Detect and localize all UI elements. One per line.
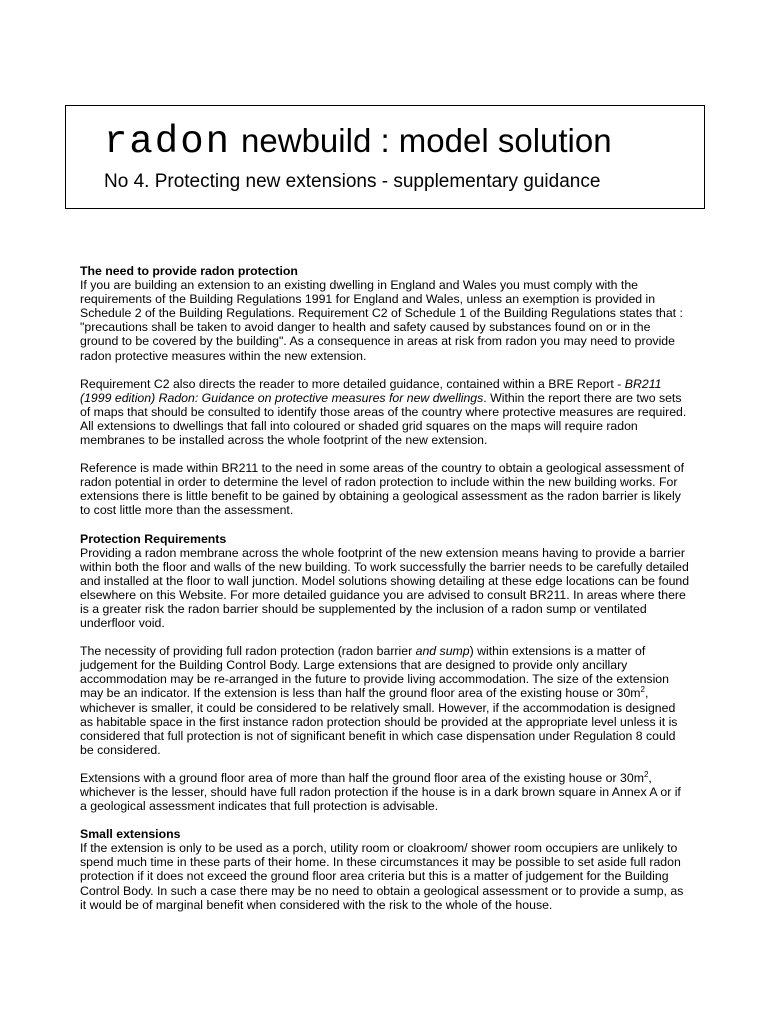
text-run: , whichever is smaller, it could be considered to be relatively small. However, if the accommodation is designed as habitable space in the first instance radon protection should be provided at the appropriate level unless it is considered that full protection is not of significant benefit in which case dispensation under Regulation 8 could be considered. — [80, 686, 678, 757]
paragraph-small-1: If the extension is only to be used as a porch, utility room or cloakroom/ shower room occupiers are unlikely to spend much time in these parts of their home. In these circumstances it may be possible to set aside full radon protection if it does not exceed the ground floor area criteria but this is a matter of judgement for the Building Control Body. In such a case there may be no need to obtain a geological assessment or to provide a sump, as it would be of marginal benefit when considered with the risk to the whole of the house. — [80, 841, 684, 912]
report-title-italic: BR211 (1999 edition) Radon: Guidance on protective measures for new dwellings — [80, 376, 662, 405]
document-body — [80, 264, 690, 926]
text-run: Requirement C2 also directs the reader to more detailed guidance, contained within a BRE Report - — [80, 376, 625, 391]
paragraph-need-1: If you are building an extension to an existing dwelling in England and Wales you must comply with the requirements of the Building Regulations 1991 for England and Wales, unless an exemption is provided in Schedule 2 of the Building Regulations. Requirement C2 of Schedule 1 of the Building Regulations states that : "precautions shall be taken to avoid danger to health and safety caused by substances found on or in the ground to be covered by the building". As a consequence in areas at risk from radon you may need to provide radon protective measures within the new extension. — [80, 278, 683, 363]
text-run: ) within extensions is a matter of judgement for the Building Control Body. Large extensions that are designed to provide only ancillary accommodation may be re-arranged in the future to provide living accommodation. The size of the extension may be an indicator. If the extension is less than half the ground floor area of the existing house or 30m — [80, 644, 669, 701]
italic-text: and sump — [415, 644, 470, 659]
section-heading-need: The need to provide radon protection — [80, 264, 298, 278]
document-subtitle: No 4. Protecting new extensions - supplementary guidance — [104, 171, 601, 192]
paragraph-protection-2 — [80, 644, 690, 757]
text-run: , whichever is the lesser, should have full radon protection if the house is in a dark brown square in Annex A or if a geological assessment indicates that full protection is advisable. — [80, 770, 681, 814]
title-rest: newbuild : model solution — [241, 122, 612, 159]
paragraph-protection-3 — [80, 771, 690, 813]
paragraph-protection-1: Providing a radon membrane across the whole footprint of the new extension means having to provide a barrier within both the floor and walls of the new building. To work successfully the barrier needs to be carefully detailed and installed at the floor to wall junction. Model solutions showing detailing at these edge locations can be found elsewhere on this Website. For more detailed guidance you are advised to consult BR211. In areas where there is a greater risk the radon barrier should be supplemented by the inclusion of a radon sump or ventilated underfloor void. — [80, 545, 690, 631]
section-heading-small: Small extensions — [80, 827, 181, 842]
text-run: Extensions with a ground floor area of more than half the ground floor area of the existing house or 30m — [80, 770, 644, 785]
superscript: 2 — [643, 769, 649, 779]
superscript: 2 — [640, 685, 645, 695]
paragraph-need-3: Reference is made within BR211 to the need in some areas of the country to obtain a geological assessment of radon potential in order to determine the level of radon protection to include within the new building works. For extensions there is little benefit to be gained by obtaining a geological assessment as the radon barrier is likely to cost little more than the assessment. — [80, 461, 685, 518]
text-run: The necessity of providing full radon protection (radon barrier — [80, 644, 416, 659]
section-heading-protection: Protection Requirements — [80, 531, 227, 546]
paragraph-need-2 — [80, 377, 690, 447]
title-box — [65, 105, 705, 209]
text-run: . Within the report there are two sets of maps that should be consulted to identify those areas of the country where protective measures are required. All extensions to dwellings that fall into coloured or shaded grid squares on the maps will require radon membranes to be installed across the whole footprint of the new extension. — [80, 390, 687, 448]
document-title — [104, 120, 612, 164]
title-word: radon — [104, 120, 232, 164]
